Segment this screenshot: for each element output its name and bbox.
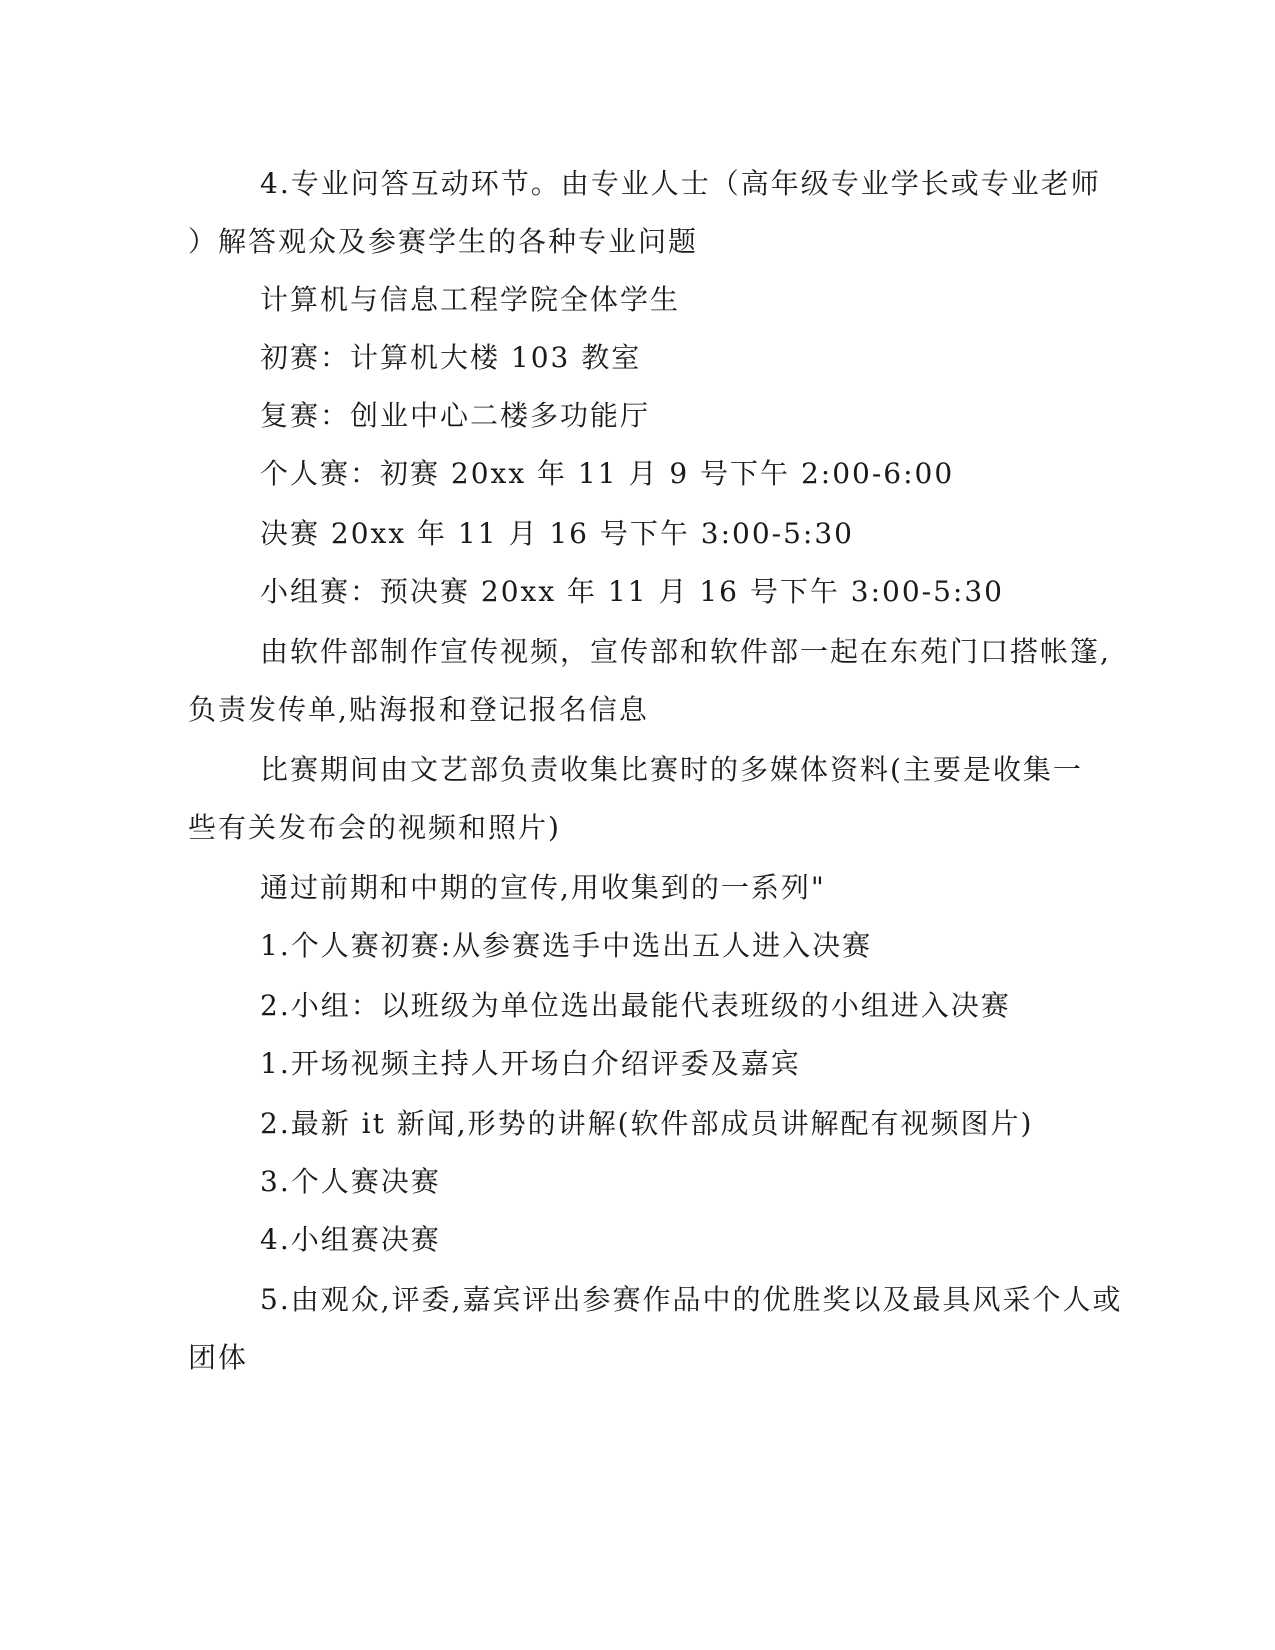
paragraph-line: 初赛：计算机大楼 103 教室 <box>260 341 642 374</box>
paragraph-line: 个人赛：初赛 20xx 年 11 月 9 号下午 2:00-6:00 <box>260 457 955 490</box>
paragraph-line: 4.专业问答互动环节。由专业人士（高年级专业学长或专业老师 <box>260 167 1101 200</box>
paragraph-line: 3.个人赛决赛 <box>260 1165 441 1198</box>
paragraph-line: 些有关发布会的视频和照片) <box>188 811 561 844</box>
paragraph-line: 计算机与信息工程学院全体学生 <box>260 283 681 316</box>
paragraph-line: 比赛期间由文艺部负责收集比赛时的多媒体资料(主要是收集一 <box>260 753 1083 786</box>
paragraph-line: 小组赛：预决赛 20xx 年 11 月 16 号下午 3:00-5:30 <box>260 575 1004 608</box>
paragraph-line: 决赛 20xx 年 11 月 16 号下午 3:00-5:30 <box>260 517 854 550</box>
paragraph-line: 复赛：创业中心二楼多功能厅 <box>260 399 651 432</box>
paragraph-line: 5.由观众,评委,嘉宾评出参赛作品中的优胜奖以及最具风采个人或 <box>260 1283 1123 1316</box>
paragraph-line: 由软件部制作宣传视频，宣传部和软件部一起在东苑门口搭帐篷, <box>260 635 1111 668</box>
paragraph-line: 1.个人赛初赛:从参赛选手中选出五人进入决赛 <box>260 929 873 962</box>
paragraph-line: ）解答观众及参赛学生的各种专业问题 <box>188 225 699 258</box>
paragraph-line: 通过前期和中期的宣传,用收集到的一系列" <box>260 871 826 904</box>
paragraph-line: 团体 <box>188 1341 249 1374</box>
paragraph-line: 负责发传单,贴海报和登记报名信息 <box>188 693 649 726</box>
paragraph-line: 2.小组：以班级为单位选出最能代表班级的小组进入决赛 <box>260 989 1011 1022</box>
paragraph-line: 2.最新 it 新闻,形势的讲解(软件部成员讲解配有视频图片) <box>260 1107 1034 1140</box>
paragraph-line: 1.开场视频主持人开场白介绍评委及嘉宾 <box>260 1047 801 1080</box>
paragraph-line: 4.小组赛决赛 <box>260 1223 441 1256</box>
